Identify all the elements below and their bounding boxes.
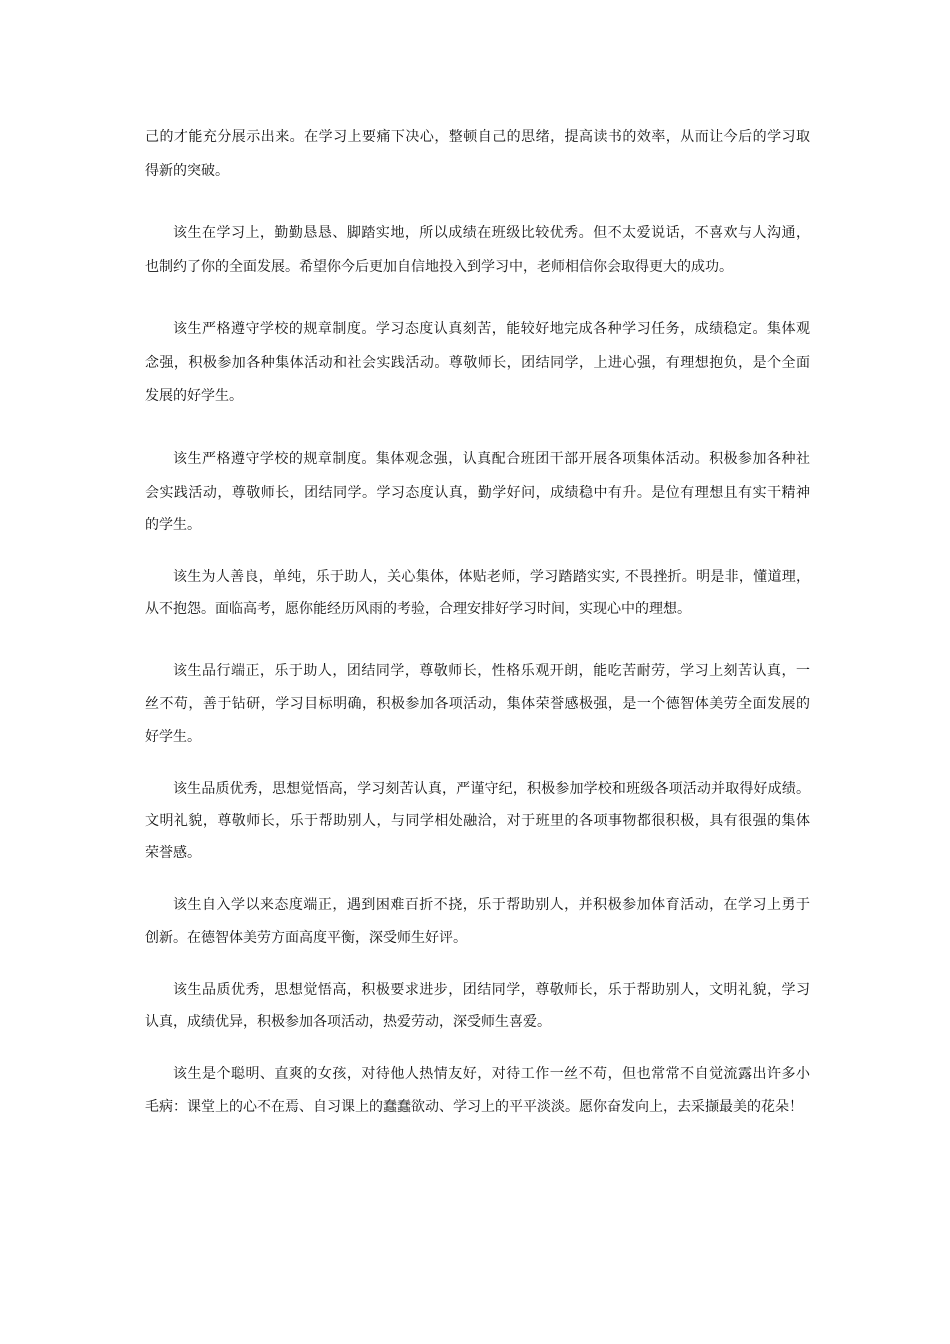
paragraph-line: 该生自入学以来态度端正，遇到困难百折不挠，乐于帮助别人，并积极参加体育活动，在学习上勇于 [173,897,810,913]
paragraph-line: 会实践活动，尊敬师长，团结同学。学习态度认真，勤学好问，成绩稳中有升。是位有理想且有实干精神 [145,485,810,501]
paragraph-line: 丝不苟，善于钻研，学习目标明确，积极参加各项活动，集体荣誉感极强，是一个德智体美劳全面发展的 [145,696,810,712]
paragraph-line: 该生是个聪明、直爽的女孩，对待他人热情友好，对待工作一丝不苟，但也常常不自觉流露出许多小 [173,1066,810,1082]
paragraph-line: 该生品质优秀，思想觉悟高，学习刻苦认真，严谨守纪，积极参加学校和班级各项活动并取得好成绩。 [173,781,810,797]
paragraph-line: 文明礼貌，尊敬师长，乐于帮助别人，与同学相处融洽，对于班里的各项事物都很积极，具有很强的集体 [145,813,810,829]
paragraph-line: 认真，成绩优异，积极参加各项活动，热爱劳动，深受师生喜爱。 [145,1014,551,1030]
paragraph-line: 念强，积极参加各种集体活动和社会实践活动。尊敬师长，团结同学，上进心强，有理想抱负，是个全面 [145,355,810,371]
paragraph-line: 该生在学习上，勤勤恳恳、脚踏实地，所以成绩在班级比较优秀。但不太爱说话，不喜欢与人沟通， [173,225,810,241]
paragraph-line: 好学生。 [145,729,201,745]
paragraph-line: 该生品质优秀，思想觉悟高，积极要求进步，团结同学，尊敬师长，乐于帮助别人，文明礼貌，学习 [173,982,810,998]
paragraph-line: 的学生。 [145,517,201,533]
paragraph-line: 该生严格遵守学校的规章制度。学习态度认真刻苦，能较好地完成各种学习任务，成绩稳定。集体观 [173,321,810,337]
paragraph-line: 也制约了你的全面发展。希望你今后更加自信地投入到学习中，老师相信你会取得更大的成功。 [145,259,733,275]
paragraph-line: 创新。在德智体美劳方面高度平衡，深受师生好评。 [145,930,467,946]
paragraph-line: 己的才能充分展示出来。在学习上要痛下决心，整顿自己的思绪，提高读书的效率，从而让今后的学习取 [145,129,810,145]
paragraph-line: 该生品行端正，乐于助人，团结同学，尊敬师长，性格乐观开朗，能吃苦耐劳，学习上刻苦认真，一 [173,663,810,679]
paragraph-line: 该生严格遵守学校的规章制度。集体观念强，认真配合班团干部开展各项集体活动。积极参加各种社 [173,451,810,467]
paragraph-line: 该生为人善良，单纯，乐于助人，关心集体，体贴老师，学习踏踏实实, 不畏挫折。明是非，懂道理， [173,569,810,585]
paragraph-line: 毛病：课堂上的心不在焉、自习课上的蠢蠢欲动、学习上的平平淡淡。愿你奋发向上，去采撷最美的花朵！ [145,1099,803,1115]
paragraph-line: 发展的好学生。 [145,388,243,404]
paragraph-line: 得新的突破。 [145,163,229,179]
paragraph-line: 荣誉感。 [145,845,201,861]
paragraph-line: 从不抱怨。面临高考，愿你能经历风雨的考验，合理安排好学习时间，实现心中的理想。 [145,601,691,617]
